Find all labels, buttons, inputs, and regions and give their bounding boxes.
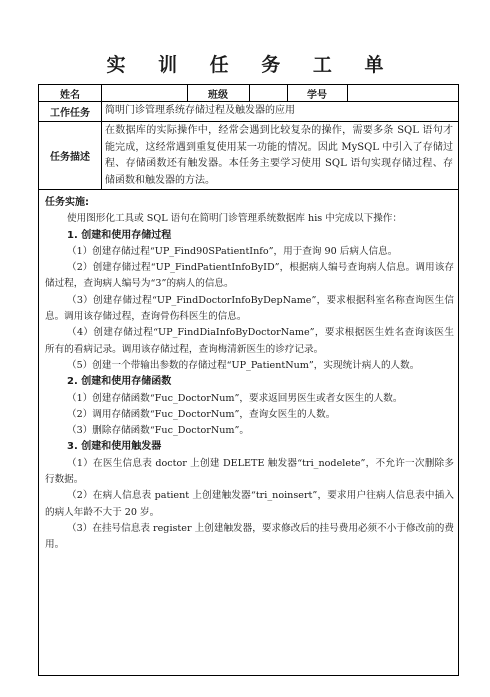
list-item: （3）删除存储函数“Fuc_DoctorNum”。 bbox=[67, 425, 249, 437]
list-item: （2）在病人信息表 patient 上创建触发器“tri_noinsert”，要求用户往病人信息表中插入的病人年龄不大于 20 岁。 bbox=[45, 490, 454, 518]
student-id-field[interactable] bbox=[348, 85, 459, 101]
class-label: 班级 bbox=[208, 89, 228, 101]
section-heading: 2. 创建和使用存储函数 bbox=[67, 376, 172, 388]
work-task-value: 简明门诊管理系统存储过程及触发器的应用 bbox=[105, 105, 295, 116]
task-description-text: 在数据库的实际操作中，经常会遇到比较复杂的操作，需要多条 SQL 语句才能完成，这经常遇到重复使用某一功能的情况。因此 MySQL 中引入了存储过程、存储函数还有触发器。本任务主要学习使用 SQL 语句实现存储过程、存储函数和触发器的方法。 bbox=[105, 125, 453, 186]
task-sheet-table bbox=[38, 84, 459, 676]
name-field[interactable] bbox=[102, 85, 187, 101]
implementation-intro: 使用图形化工具或 SQL 语句在简明门诊管理系统数据库 his 中完成以下操作： bbox=[67, 213, 402, 225]
list-item: （1）创建存储函数“Fuc_DoctorNum”，要求返回男医生或者女医生的人数。 bbox=[67, 392, 403, 404]
list-item: （1）创建存储过程“UP_Find90SPatientInfo”，用于查询 90 后病人信息。 bbox=[67, 245, 398, 257]
student-id-label: 学号 bbox=[307, 89, 327, 101]
row-divider bbox=[39, 189, 458, 190]
list-item: （5）创建一个带输出参数的存储过程“UP_PatientNum”，实现统计病人的人数。 bbox=[67, 359, 420, 371]
list-item: （1）在医生信息表 doctor 上创建 DELETE 触发器“tri_nodelete”，不允许一次删除多行数据。 bbox=[45, 457, 454, 486]
implementation-heading: 任务实施: bbox=[45, 197, 89, 208]
list-item: （4）创建存储过程“UP_FindDiaInfoByDoctorName”，要求根据医生姓名查询该医生所有的看病记录。调用该存储过程，查询梅清新医生的诊疗记录。 bbox=[45, 327, 454, 355]
list-item: （3）创建存储过程“UP_FindDoctorInfoByDepName”，要求根据科室名称查询医生信息。调用该存储过程，查询骨伤科医生的信息。 bbox=[45, 294, 454, 323]
task-description-label: 任务描述 bbox=[50, 152, 90, 163]
list-item: （2）调用存储函数“Fuc_DoctorNum”，查询女医生的人数。 bbox=[67, 408, 336, 420]
document-title: 实 训 任 务 工 单 bbox=[106, 54, 397, 76]
task-implementation bbox=[45, 195, 454, 554]
list-item: （3）在挂号信息表 register 上创建触发器，要求修改后的挂号费用必须不小于修改前的费用。 bbox=[45, 522, 454, 551]
class-field[interactable] bbox=[250, 85, 287, 101]
work-task-label: 工作任务 bbox=[50, 108, 90, 119]
section-heading: 1. 创建和使用存储过程 bbox=[67, 229, 172, 241]
section-heading: 3. 创建和使用触发器 bbox=[67, 441, 162, 453]
name-label: 姓名 bbox=[60, 89, 80, 101]
list-item: （2）创建存储过程“UP_FindPatientInfoByID”，根据病人编号查询病人信息。调用该存储过程，查询病人编号为“3”的病人的信息。 bbox=[45, 262, 454, 290]
